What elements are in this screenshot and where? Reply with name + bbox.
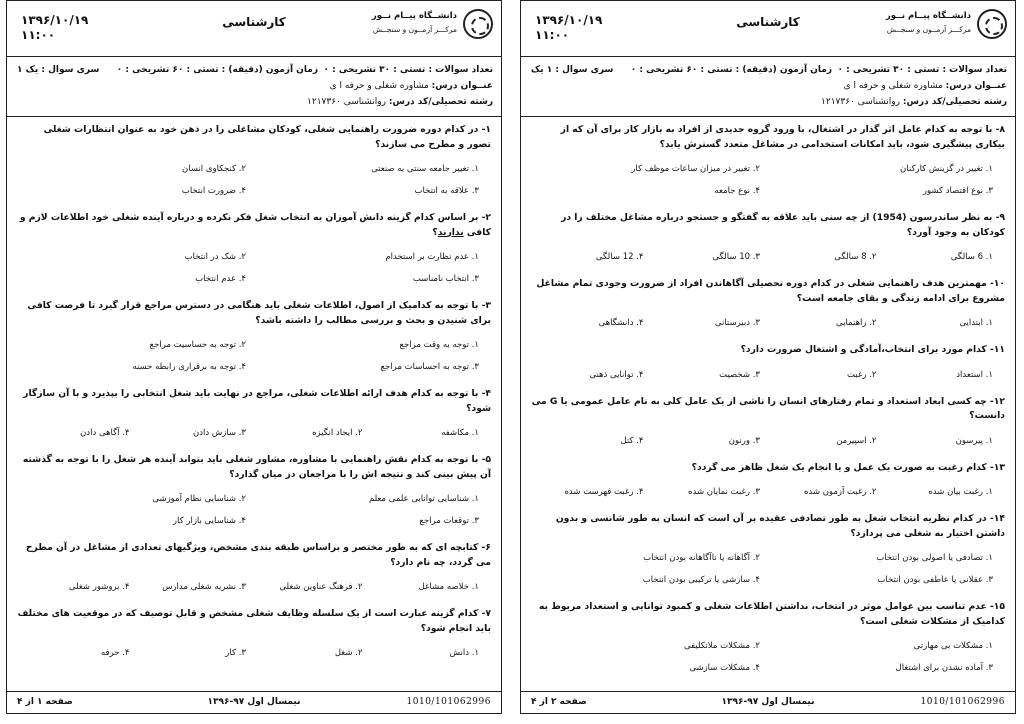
option: ۱. دانش (449, 648, 479, 658)
university-name: دانشــگاه پیــام نــور (885, 11, 971, 21)
option: ۱. شناسایی توانایی علمی معلم (368, 494, 479, 504)
question-3: ۳- با توجه به کدامیک از اصول، اطلاعات شغلی باید هنگامی در دسترس مراجع قرار گیرد تا فرصت کافی برای شنیدن و بحث و بررسی مطالب را داشته باشد؟ (27, 300, 491, 326)
option: ۲. شک در انتخاب (184, 252, 246, 262)
options-11 (531, 364, 1005, 386)
option: ۴. نوع جامعه (714, 186, 760, 196)
option: ۴. دانشگاهی (598, 318, 644, 328)
option: ۲. رغبت (847, 369, 877, 380)
options-6 (17, 576, 491, 598)
option: ۳. آماده نشدن برای اشتغال (895, 663, 993, 673)
options-5 (17, 488, 491, 532)
exam-time: ۱۱:۰۰ (535, 28, 570, 42)
option: ۳. عقلانی یا عاطفی بودن انتخاب (877, 575, 993, 585)
options-1 (17, 158, 491, 202)
option: ۴. بروشور شغلی (68, 582, 130, 592)
page-header (7, 1, 501, 57)
option: ۴. آگاهی دادن (80, 428, 130, 438)
question-7: ۷- کدام گزینه عبارت است از یک سلسله وظایف شغلی مشخص و قابل توصیف که در موقعیت های مختلف باید انجام شود؟ (17, 608, 491, 634)
options-8 (531, 158, 1005, 202)
options-7 (17, 642, 491, 664)
question-5: ۵- با توجه به کدام نقش راهنمایی با مشاوره، مشاور شغلی باید بتواند آینده هر شغل را با توجه به گذشته آن پیش بینی کند و نتیجه اش را با مراجعان در میان گذارد؟ (22, 454, 491, 480)
option: ۲. شناسایی نظام آموزشی (152, 494, 246, 504)
exam-code: 1010/101062996 (406, 697, 491, 707)
question-series: سری سوال : یک ۱ (17, 65, 100, 75)
option: ۲. فرهنگ عناوین شغلی (279, 582, 363, 592)
option: ۴. کتل (620, 435, 644, 446)
option: ۱. خلاصه مشاغل (418, 582, 479, 592)
question-count: تعداد سوالات : تستی : ۳۰ تشریحی : ۰ (323, 65, 493, 75)
option: ۲. اسپیرمن (836, 435, 877, 446)
options-4 (17, 422, 491, 444)
field-code: رشته تحصیلی/کد درس: روانشناسی ۱۲۱۷۳۶۰ (307, 97, 493, 107)
options-12 (531, 430, 1005, 452)
option: ۴. توجه به برقراری رابطه حسنه (132, 362, 246, 372)
university-logo (877, 9, 1007, 45)
option: ۴. رغبت فهرست شده (564, 487, 644, 497)
option: ۲. توجه به حساسیت مراجع (149, 340, 246, 350)
option: ۳. توجه به احساسات مراجع (380, 362, 479, 372)
option: ۳. 10 سالگی (712, 252, 760, 262)
option: ۲. شغل (334, 648, 363, 658)
option: ۲. آگاهانه یا ناآگاهانه بودن انتخاب (643, 553, 760, 563)
option: ۱. پیرسون (955, 435, 993, 446)
option: ۳. نشریه شغلی مدارس (162, 582, 246, 592)
option: ۳. توقعات مراجع (419, 516, 479, 526)
option: ۲. راهنمایی (836, 318, 877, 328)
option: ۳. کار (225, 648, 246, 658)
page-number: صفحه ۲ از ۴ (531, 697, 587, 707)
option: ۱. تغییر در گزینش کارکنان (900, 164, 993, 174)
options-10 (531, 312, 1005, 334)
exam-date: ۱۳۹۶/۱۰/۱۹ (21, 13, 89, 27)
university-emblem-icon (463, 9, 493, 39)
options-13 (531, 481, 1005, 503)
question-12: ۱۲- چه کسی ابعاد استعداد و تمام رفتارهای انسان را ناشی از یک عامل کلی به نام عامل عمومی یا G می دانست؟ (531, 395, 1005, 421)
option: ۲. 8 سالگی (834, 252, 877, 262)
option: ۴. حرفه (100, 648, 130, 658)
option: ۱. استعداد (956, 369, 993, 380)
option: ۱. رغبت بیان شده (928, 487, 993, 497)
semester: نیمسال اول ۹۷-۱۳۹۶ (721, 697, 815, 707)
option: ۳. علاقه به انتخاب (414, 186, 479, 196)
question-2: ۲- بر اساس کدام گزینه دانش آموزان به انتخاب شغل فکر نکرده و درباره آینده شغلی خود اطلاعات لازم و کافی ندارند؟ (19, 212, 491, 238)
exam-duration: زمان آزمون (دقیقه) : تستی : ۶۰ تشریحی : ۰ (630, 65, 832, 75)
options-15 (531, 635, 1005, 679)
degree-title: کارشناسی (736, 15, 800, 29)
page-number: صفحه ۱ از ۴ (17, 697, 73, 707)
question-6: ۶- کتابچه ای که به طور مختصر و براساس طبقه بندی مشخص، ویژگیهای تعدادی از مشاغل در آن مطرح می گردد، چه نام دارد؟ (25, 542, 491, 568)
option: ۴. عدم انتخاب (195, 274, 246, 284)
questions-list (531, 123, 1005, 685)
option: ۴. شناسایی بازار کار (172, 516, 246, 526)
option: ۱. توجه به وقت مراجع (399, 340, 479, 350)
exam-page-1 (6, 0, 502, 714)
options-3 (17, 334, 491, 378)
exam-center-name: مرکـــز آزمــون و سنجــش (372, 25, 457, 34)
options-14 (531, 547, 1005, 591)
option: ۲. مشکلات ملاتکلیفی (683, 641, 760, 651)
university-logo (363, 9, 493, 45)
option: ۴. سازشی یا ترکیبی بودن انتخاب (642, 575, 760, 585)
question-14: ۱۴- در کدام نظریه انتخاب شغل به طور تصادفی عقیده بر آن است که انسان به طور شانسی و بدون داشتن اختیار به شغلی می پردازد؟ (555, 513, 1005, 539)
question-count: تعداد سوالات : تستی : ۳۰ تشریحی : ۰ (837, 65, 1007, 75)
option: ۳. رغبت نمایان شده (688, 487, 760, 497)
question-4: ۴- با توجه به کدام هدف ارائه اطلاعات شغلی، مراجع در نهایت باید شغل انتخابی را بپذیرد و با آن سازگار شود؟ (23, 388, 491, 414)
option: ۳. شخصیت (719, 369, 760, 380)
option: ۱. ابتدایی (959, 318, 993, 328)
exam-code: 1010/101062996 (920, 697, 1005, 707)
exam-time: ۱۱:۰۰ (21, 28, 56, 42)
exam-duration: زمان آزمون (دقیقه) : تستی : ۶۰ تشریحی : ۰ (116, 65, 318, 75)
options-9 (531, 246, 1005, 268)
option: ۱. تغییر جامعه سنتی به صنعتی (371, 164, 479, 174)
option: ۴. توانایی ذهنی (589, 369, 644, 380)
question-9: ۹- به نظر ساندرسون (1954) از چه سنی باید علاقه به گفتگو و جستجو درباره مشاغل مختلف را در کودکان به وجود آورد؟ (561, 212, 1005, 238)
option: ۲. رغبت آزمون شده (803, 487, 877, 497)
page-footer (7, 691, 501, 713)
question-series: سری سوال : ۱ یک (531, 65, 614, 75)
course-title: عنــوان درس: مشاوره شغلی و حرفه ا ی (329, 81, 493, 91)
exam-info (7, 57, 501, 117)
option: ۳. نوع اقتصاد کشور (922, 186, 993, 196)
option: ۲. تغییر در میزان ساعات موظف کار (631, 164, 760, 174)
option: ۲. کنجکاوی انسان (182, 164, 246, 174)
exam-center-name: مرکـــز آزمــون و سنجــش (886, 25, 971, 34)
course-title: عنــوان درس: مشاوره شغلی و حرفه ا ی (843, 81, 1007, 91)
university-name: دانشــگاه پیــام نــور (371, 11, 457, 21)
options-2 (17, 246, 491, 290)
question-8: ۸- با توجه به کدام عامل اثر گذار در اشتغال، با ورود گروه جدیدی از افراد به بازار کار برای آن که از بیکاری پیشگیری شود، باید امکانات استخدامی در مشاغل متعدد گسترش یابد؟ (560, 124, 1005, 150)
option: ۱. 6 سالگی (950, 252, 993, 262)
degree-title: کارشناسی (222, 15, 286, 29)
page-footer (521, 691, 1015, 713)
option: ۱. مشکلات بی مهارتی (913, 641, 993, 651)
option: ۳. ورنون (728, 435, 760, 446)
option: ۴. ضرورت انتخاب (181, 186, 246, 196)
page-header (521, 1, 1015, 57)
option: ۳. انتخاب نامناسب (412, 274, 479, 284)
option: ۴. مشکلات سازشی (689, 663, 760, 673)
question-11: ۱۱- کدام مورد برای انتخاب،آمادگی و اشتغال ضرورت دارد؟ (740, 344, 1005, 355)
option: ۱. مکاشفه (441, 428, 479, 438)
option: ۳. دبیرستانی (714, 318, 760, 328)
option: ۱. تصادفی یا اصولی بودن انتخاب (876, 553, 993, 563)
exam-info (521, 57, 1015, 117)
question-10: ۱۰- مهمترین هدف راهنمایی شغلی در کدام دوره تحصیلی آگاهاندن افراد از ضرورت وجودی تمام مشاغل مشروع برای ادامه زندگی و بقای جامعه است؟ (536, 278, 1005, 304)
option: ۴. 12 سالگی (595, 252, 644, 262)
university-emblem-icon (977, 9, 1007, 39)
option: ۳. سازش دادن (192, 428, 246, 438)
exam-date: ۱۳۹۶/۱۰/۱۹ (535, 13, 603, 27)
exam-page-2 (520, 0, 1016, 714)
questions-list (17, 123, 491, 685)
option: ۲. ایجاد انگیزه (312, 428, 363, 438)
question-15: ۱۵- عدم تناسب بین عوامل موثر در انتخاب، نداشتن اطلاعات شغلی و کمبود توانایی و استعداد مربوط به کدامیک از مشکلات شغلی است؟ (538, 601, 1005, 627)
field-code: رشته تحصیلی/کد درس: روانشناسی ۱۲۱۷۳۶۰ (821, 97, 1007, 107)
option: ۱. عدم نظارت بر استخدام (385, 252, 479, 262)
semester: نیمسال اول ۹۷-۱۳۹۶ (207, 697, 301, 707)
question-13: ۱۳- کدام رغبت به صورت یک عمل و یا انجام یک شغل ظاهر می گردد؟ (691, 461, 1005, 473)
question-1: ۱- در کدام دوره ضرورت راهنمایی شغلی، کودکان مشاغلی را در ذهن خود به عنوان انتظارات شغلی تصور و مطرح می سازند؟ (43, 124, 491, 150)
